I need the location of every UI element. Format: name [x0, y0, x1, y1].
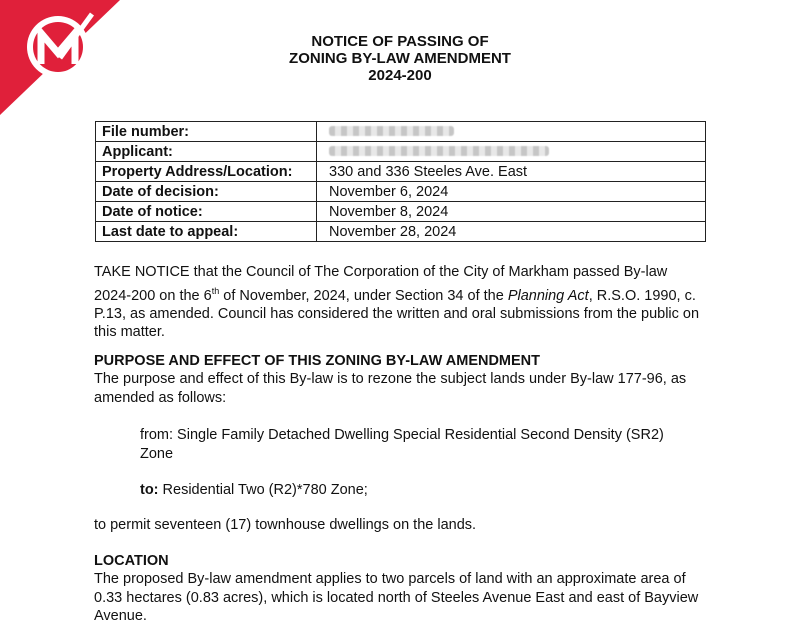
appeal-date-label: Last date to appeal: [96, 222, 317, 242]
to-label: to: [140, 482, 159, 498]
table-row [96, 202, 706, 222]
rezone-from-text: from: Single Family Detached Dwelling Special Residential Second Density (SR2) Zone [140, 427, 664, 462]
redacted-applicant [329, 146, 549, 156]
purpose-paragraph: The purpose and effect of this By-law is to rezone the subject lands under By-law 177-96, as amended as follows: [94, 371, 687, 406]
table-row [96, 182, 706, 202]
property-address-label: Property Address/Location: [96, 162, 317, 182]
notice-text-part3: , R.S.O. 1990, c. P.13, as amended. Council has considered the written and oral submissions from the public on this matter. [94, 287, 700, 341]
file-number-value [317, 122, 706, 142]
notice-title-line2: ZONING BY-LAW AMENDMENT [289, 50, 511, 67]
appeal-date-value: November 28, 2024 [317, 222, 706, 242]
table-row [96, 142, 706, 162]
applicant-value [317, 142, 706, 162]
table-row [96, 122, 706, 142]
decision-date-label: Date of decision: [96, 182, 317, 202]
redacted-file-number [329, 126, 454, 136]
bylaw-number: 2024-200 [368, 67, 432, 84]
applicant-label: Applicant: [96, 142, 317, 162]
notice-date-label: Date of notice: [96, 202, 317, 222]
ordinal-suffix: th [211, 285, 220, 296]
file-number-label: File number: [96, 122, 317, 142]
purpose-heading: PURPOSE AND EFFECT OF THIS ZONING BY-LAW AMENDMENT [94, 353, 541, 369]
notice-text-part2: of November, 2024, under Section 34 of the [219, 287, 508, 304]
to-zone: Residential Two (R2)*780 Zone; [158, 482, 368, 498]
decision-date-value: November 6, 2024 [317, 182, 706, 202]
take-notice-paragraph [94, 263, 708, 342]
table-row [96, 162, 706, 182]
property-address-value: 330 and 336 Steeles Ave. East [317, 162, 706, 182]
rezone-to-text [140, 481, 700, 500]
notice-text-part1: TAKE NOTICE that the Council of The Corporation of the City of Markham passed By-law 2024-200 on the 6 [94, 264, 668, 304]
notice-title-line1: NOTICE OF PASSING OF [311, 33, 489, 50]
planning-act-title: Planning Act [507, 287, 589, 304]
table-row [96, 222, 706, 242]
notice-date-value: November 8, 2024 [317, 202, 706, 222]
location-heading: LOCATION [94, 553, 169, 569]
file-details-table [95, 121, 706, 242]
permit-paragraph: to permit seventeen (17) townhouse dwellings on the lands. [94, 517, 477, 533]
location-paragraph: The proposed By-law amendment applies to two parcels of land with an approximate area of 0.33 hectares (0.83 acres), which is located north of Steeles Avenue East and east of Bayview Avenue. [94, 571, 699, 624]
